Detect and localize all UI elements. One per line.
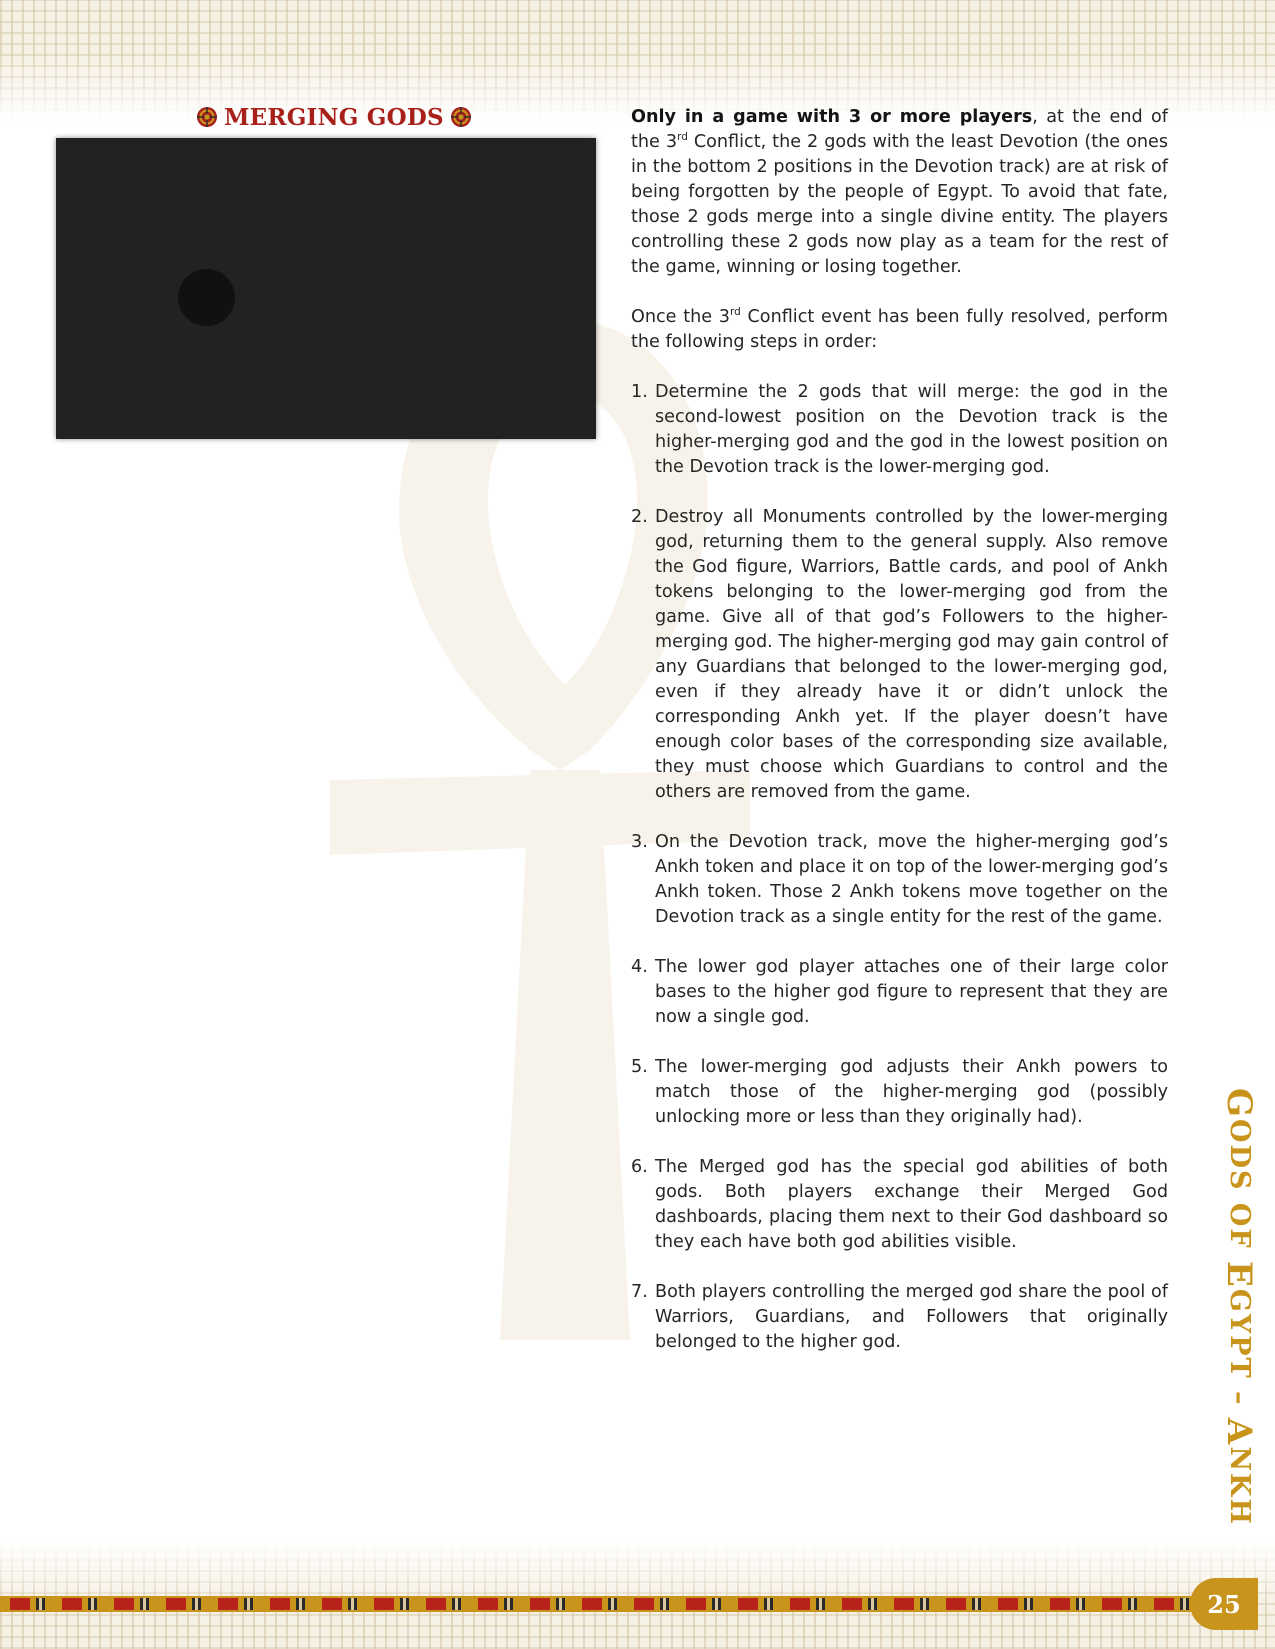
side-title-cap: G	[1219, 1088, 1259, 1120]
step-text: Determine the 2 gods that will merge: the god in the second-lowest position on the Devotion track is the higher-merging god and the god in the lowest position on the Devotion track is the lower-merging god.	[655, 382, 1168, 477]
step-text: The lower god player attaches one of their large color bases to the higher god figure to represent that they are now a single god.	[655, 957, 1168, 1027]
intro-text-b: Conflict, the 2 gods with the least Devotion (the ones in the bottom 2 positions in the Devotion track) are at risk of being forgotten by the people of Egypt. To avoid that fate, those 2 gods merge into a single divine entity. The players controlling these 2 gods now play as a team for the rest of the game, winning or losing together.	[631, 132, 1168, 277]
step-number: 3.	[631, 832, 648, 852]
step-text: Both players controlling the merged god share the pool of Warriors, Guardians, and Followers that originally belonged to the higher god.	[655, 1282, 1168, 1352]
step-number: 5.	[631, 1057, 648, 1077]
step-text: The Merged god has the special god abilities of both gods. Both players exchange their Merged God dashboards, placing them next to their God dashboard so they each have both god abilities visible.	[655, 1157, 1168, 1252]
list-item	[631, 955, 1168, 1030]
intro-sup: rd	[677, 131, 688, 144]
list-item	[631, 380, 1168, 480]
once-text-b: Conflict event has been fully resolved, perform the following steps in order:	[631, 307, 1168, 352]
side-title-part: GYPT –	[1224, 1288, 1255, 1418]
scarab-ornament-icon	[449, 105, 473, 129]
step-number: 4.	[631, 957, 648, 977]
rules-text	[631, 105, 1168, 1380]
step-number: 6.	[631, 1157, 648, 1177]
once-text-a: Once the 3	[631, 307, 730, 327]
list-item	[631, 505, 1168, 805]
page-number: 25	[1190, 1578, 1258, 1630]
step-number: 7.	[631, 1282, 648, 1302]
steps-intro-paragraph	[631, 305, 1168, 355]
scarab-ornament-icon	[195, 105, 219, 129]
header-pattern	[0, 0, 1275, 122]
intro-text-a: , at the end of the 3	[631, 107, 1168, 152]
step-text: On the Devotion track, move the higher-merging god’s Ankh token and place it on top of the lower-merging god’s Ankh token. Those 2 Ankh tokens move together on the Devotion track as a single entity for the rest of the game.	[655, 832, 1168, 927]
side-title-part: NKH	[1224, 1446, 1255, 1526]
illustration-placeholder	[56, 138, 596, 439]
list-item	[631, 830, 1168, 930]
once-sup: rd	[730, 306, 741, 319]
side-title-part: ODS OF	[1224, 1119, 1255, 1261]
list-item	[631, 1055, 1168, 1130]
book-side-title	[1219, 1088, 1259, 1538]
section-title	[195, 100, 460, 134]
section-title-text: MERGING GODS	[224, 103, 444, 131]
list-item	[631, 1155, 1168, 1255]
list-item	[631, 1280, 1168, 1355]
step-number: 1.	[631, 382, 648, 402]
side-title-cap: E	[1219, 1260, 1259, 1289]
decorative-border-band	[0, 1596, 1212, 1612]
step-text: The lower-merging god adjusts their Ankh powers to match those of the higher-merging god (possibly unlocking more or less than they originally had).	[655, 1057, 1168, 1127]
steps-list	[631, 380, 1168, 1355]
footer-pattern	[0, 1540, 1275, 1649]
side-title-cap: A	[1219, 1417, 1259, 1447]
intro-paragraph	[631, 105, 1168, 280]
step-number: 2.	[631, 507, 648, 527]
illustration-dot	[178, 269, 235, 326]
intro-bold: Only in a game with 3 or more players	[631, 107, 1033, 127]
step-text: Destroy all Monuments controlled by the lower-merging god, returning them to the general supply. Also remove the God figure, Warriors, Battle cards, and pool of Ankh tokens belonging to the lower-merging god from the game. Give all of that god’s Followers to the higher-merging god. The higher-merging god may gain control of any Guardians that belonged to the lower-merging god, even if they already have it or didn’t unlock the corresponding Ankh yet. If the player doesn’t have enough color bases of the corresponding size available, they must choose which Guardians to control and the others are removed from the game.	[655, 507, 1168, 802]
